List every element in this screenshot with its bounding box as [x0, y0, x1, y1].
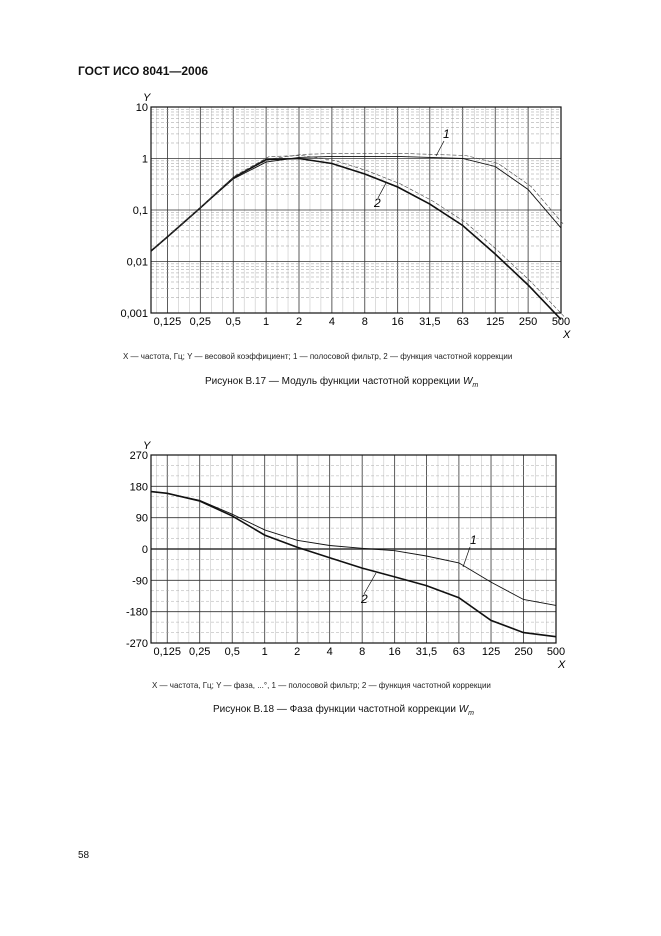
x-tick-label: 500	[551, 316, 571, 328]
y-tick-label: 10	[135, 102, 148, 114]
y-tick-label: -180	[125, 606, 148, 619]
figure-1-caption-subscript: m	[472, 382, 479, 389]
x-tick-label: 63	[452, 646, 466, 658]
x-tick-label: 63	[456, 316, 469, 328]
curve-annotation: 2	[361, 592, 368, 606]
figure-1-caption-text: Рисунок В.17 — Модуль функции частотной коррекции	[205, 376, 463, 387]
x-tick-label: 16	[391, 316, 404, 328]
x-tick-label: 125	[481, 646, 501, 658]
x-tick-label: 250	[518, 316, 538, 328]
annotation-leader	[364, 573, 376, 594]
x-axis-label: X	[563, 329, 571, 341]
figure-1-legend: X — частота, Гц; Y — весовой коэффициент; 1 — полосовой фильтр, 2 — функция частотной коррекции	[123, 352, 513, 361]
y-tick-label: 0,01	[126, 256, 148, 269]
curve-annotation: 2	[374, 196, 381, 210]
y-tick-label: 180	[129, 481, 148, 494]
x-tick-label: 1	[263, 316, 270, 328]
y-tick-label: -90	[132, 575, 148, 588]
x-tick-label: 0,25	[189, 316, 212, 328]
x-tick-label: 0,25	[189, 646, 211, 658]
x-tick-label: 0,125	[153, 646, 182, 658]
curve-annotation: 1	[470, 533, 477, 547]
x-tick-label: 8	[359, 646, 366, 658]
x-tick-label: 4	[326, 646, 333, 658]
y-tick-label: 1	[141, 153, 148, 166]
annotation-leader	[463, 547, 470, 567]
x-tick-label: 0,5	[225, 316, 241, 328]
x-tick-label: 0,125	[153, 316, 182, 328]
y-axis-label: Y	[143, 92, 151, 104]
series-line-2	[151, 492, 556, 637]
x-tick-label: 1	[261, 646, 268, 658]
x-tick-label: 250	[514, 646, 533, 658]
y-tick-label: 270	[129, 450, 148, 462]
figure-1-caption-symbol: W	[462, 376, 473, 387]
x-tick-label: 31,5	[419, 316, 441, 328]
figure-2-caption	[213, 704, 474, 717]
x-tick-label: 31,5	[415, 646, 438, 658]
y-tick-label: 0,1	[132, 205, 148, 217]
y-tick-label: 0,001	[120, 308, 148, 320]
x-tick-label: 0,5	[224, 646, 240, 658]
figure-2-caption-symbol: W	[458, 704, 469, 715]
curve-annotation: 1	[443, 127, 450, 141]
x-tick-label: 4	[328, 316, 335, 328]
x-tick-label: 500	[546, 646, 566, 658]
x-tick-label: 2	[294, 646, 301, 658]
document-header: ГОСТ ИСО 8041—2006	[78, 64, 209, 78]
page-number: 58	[78, 850, 90, 861]
y-tick-label: 90	[135, 512, 148, 525]
y-tick-label: -270	[125, 638, 148, 650]
x-tick-label: 2	[295, 316, 303, 328]
figure-2-caption-text: Рисунок В.18 — Фаза функции частотной коррекции	[213, 704, 459, 715]
x-tick-label: 125	[486, 316, 505, 328]
x-tick-label: 8	[361, 316, 368, 328]
y-axis-label: Y	[143, 440, 151, 452]
x-tick-label: 16	[388, 646, 401, 658]
figure-2-caption-subscript: m	[468, 710, 474, 717]
x-axis-label: X	[558, 659, 566, 671]
figure-2-legend: X — частота, Гц; Y — фаза, ...°, 1 — полосовой фильтр; 2 — функция частотной коррекции	[152, 681, 491, 690]
y-tick-label: 0	[141, 544, 148, 556]
